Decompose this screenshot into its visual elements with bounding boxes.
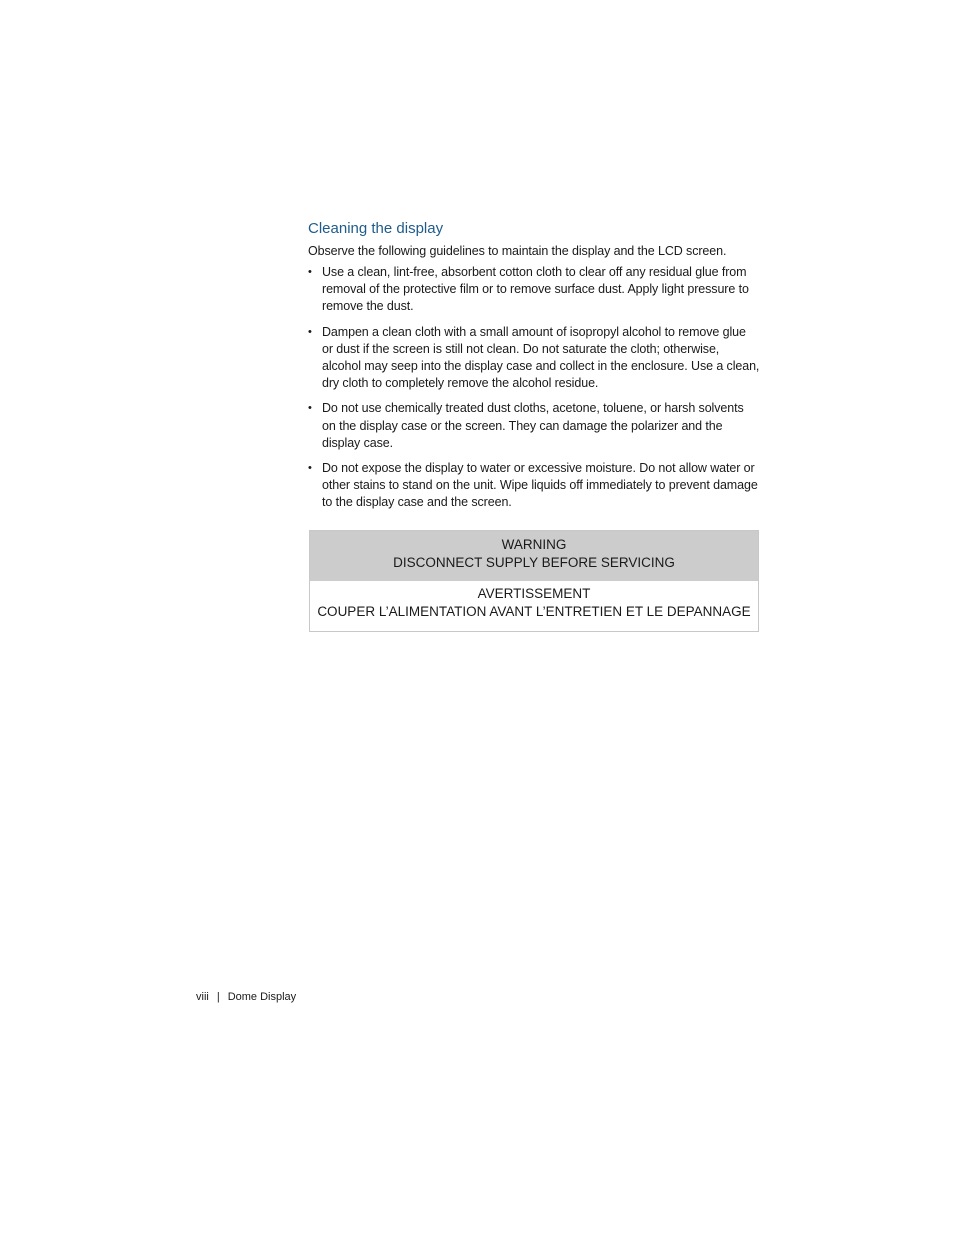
section-intro: Observe the following guidelines to maintain the display and the LCD screen. (308, 244, 727, 258)
warning-french (310, 581, 758, 631)
avertissement-title: AVERTISSEMENT (477, 586, 591, 601)
list-item-text: Use a clean, lint-free, absorbent cotton cloth to clear off any residual glue from removal of the protective film or to remove surface dust. Apply light pressure to remove the dust. (322, 265, 749, 314)
list-item-text: Do not use chemically treated dust cloths, acetone, toluene, or harsh solvents on the display case or the screen. They can damage the polarizer and the display case. (322, 401, 744, 450)
avertissement-text: COUPER L’ALIMENTATION AVANT L’ENTRETIEN ET LE DEPANNAGE (317, 604, 751, 619)
warning-box (309, 530, 759, 632)
warning-english (310, 531, 758, 581)
list-item-text: Do not expose the display to water or excessive moisture. Do not allow water or other stains to stand on the unit. Wipe liquids off immediately to prevent damage to the display case and the screen. (322, 461, 758, 510)
guideline-list (308, 264, 760, 512)
page-number: viii (196, 991, 209, 1003)
list-item (308, 400, 760, 452)
list-item (308, 324, 760, 393)
bullet-icon: • (308, 325, 312, 338)
warning-title: WARNING (501, 537, 567, 552)
list-item (308, 460, 760, 512)
page-footer (196, 990, 296, 1005)
list-item-text: Dampen a clean cloth with a small amount of isopropyl alcohol to remove glue or dust if the screen is still not clean. Do not saturate the cloth; otherwise, alcohol may seep into the display case and collect in the enclosure. Use a clean, dry cloth to completely remove the alcohol residue. (322, 324, 760, 391)
document-title: Dome Display (227, 991, 297, 1003)
bullet-icon: • (308, 402, 312, 415)
warning-text: DISCONNECT SUPPLY BEFORE SERVICING (393, 555, 675, 570)
bullet-icon: • (308, 462, 312, 475)
bullet-icon: • (308, 266, 312, 278)
section-heading: Cleaning the display (308, 220, 444, 237)
cleaning-section (308, 219, 760, 520)
footer-separator: | (216, 991, 220, 1003)
list-item (308, 264, 760, 316)
